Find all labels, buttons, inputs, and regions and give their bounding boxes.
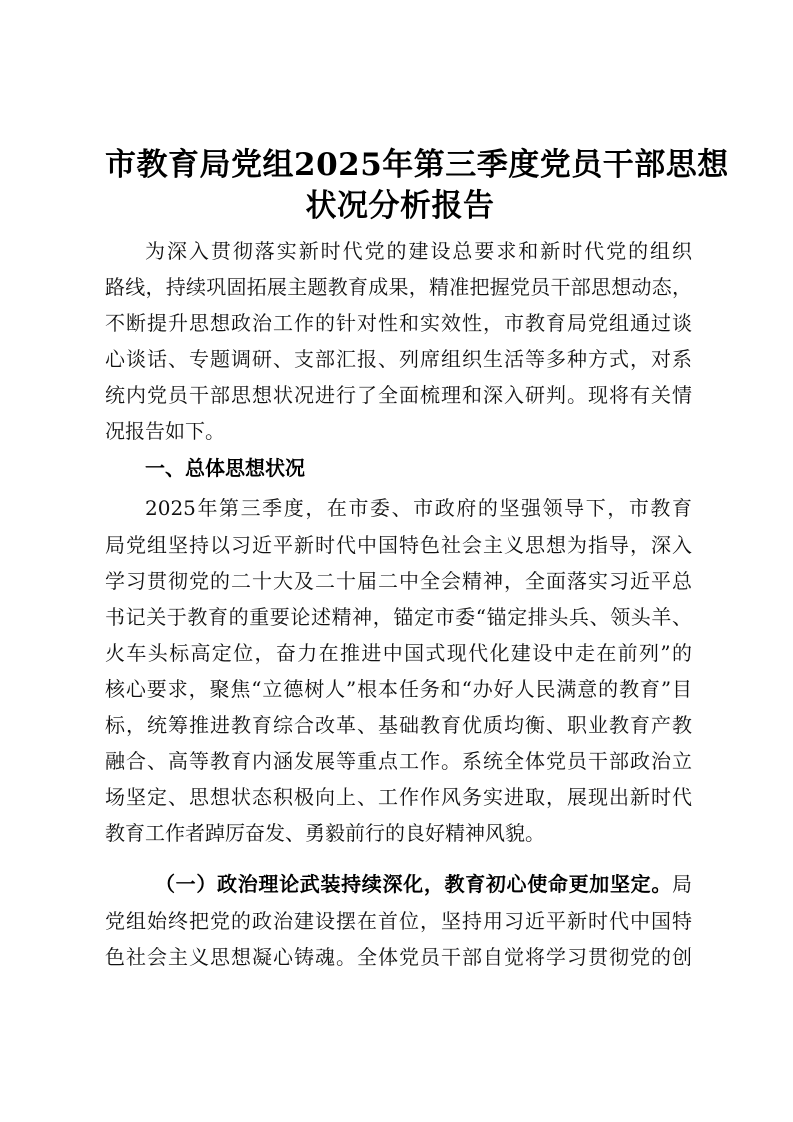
body-line: 火车头标高定位，奋力在推进中国式现代化建设中走在前列”的 bbox=[105, 641, 692, 665]
intro-line: 心谈话、专题调研、支部汇报、列席组织生活等多种方式，对系 bbox=[105, 347, 692, 371]
body-line: 核心要求，聚焦“立德树人”根本任务和“办好人民满意的教育”目 bbox=[105, 677, 692, 701]
body-line: 教育工作者踔厉奋发、勇毅前行的良好精神风貌。 bbox=[105, 821, 545, 845]
intro-line: 不断提升思想政治工作的针对性和实效性，市教育局党组通过谈 bbox=[105, 311, 692, 335]
body-line: 2025年第三季度，在市委、市政府的坚强领导下，市教育 bbox=[145, 496, 692, 520]
intro-line: 统内党员干部思想状况进行了全面梳理和深入研判。现将有关情 bbox=[105, 383, 692, 407]
document-title-line-2: 状况分析报告 bbox=[305, 188, 495, 224]
intro-line: 路线，持续巩固拓展主题教育成果，精准把握党员干部思想动态， bbox=[105, 275, 692, 299]
section-heading: 一、总体思想状况 bbox=[145, 456, 305, 480]
subsection-text: 局 bbox=[672, 872, 692, 896]
document-title-line-1: 市教育局党组2025年第三季度党员干部思想 bbox=[105, 147, 729, 183]
body-line: 党组始终把党的政治建设摆在首位，坚持用习近平新时代中国特 bbox=[105, 909, 692, 933]
intro-line: 况报告如下。 bbox=[105, 419, 225, 443]
subsection-heading: （一）政治理论武装持续深化，教育初心使命更加坚定。 bbox=[155, 872, 672, 896]
body-line: 场坚定、思想状态积极向上、工作作风务实进取，展现出新时代 bbox=[105, 785, 692, 809]
body-line: 局党组坚持以习近平新时代中国特色社会主义思想为指导，深入 bbox=[105, 533, 692, 557]
body-line: 书记关于教育的重要论述精神，锚定市委“锚定排头兵、领头羊、 bbox=[105, 605, 692, 629]
body-line: 学习贯彻党的二十大及二十届二中全会精神，全面落实习近平总 bbox=[105, 569, 692, 593]
subsection-first-line bbox=[155, 866, 692, 902]
body-line: 色社会主义思想凝心铸魂。全体党员干部自觉将学习贯彻党的创 bbox=[105, 945, 692, 969]
body-line: 标，统筹推进教育综合改革、基础教育优质均衡、职业教育产教 bbox=[105, 713, 692, 737]
intro-line: 为深入贯彻落实新时代党的建设总要求和新时代党的组织 bbox=[145, 239, 692, 263]
body-line: 融合、高等教育内涵发展等重点工作。系统全体党员干部政治立 bbox=[105, 749, 692, 773]
